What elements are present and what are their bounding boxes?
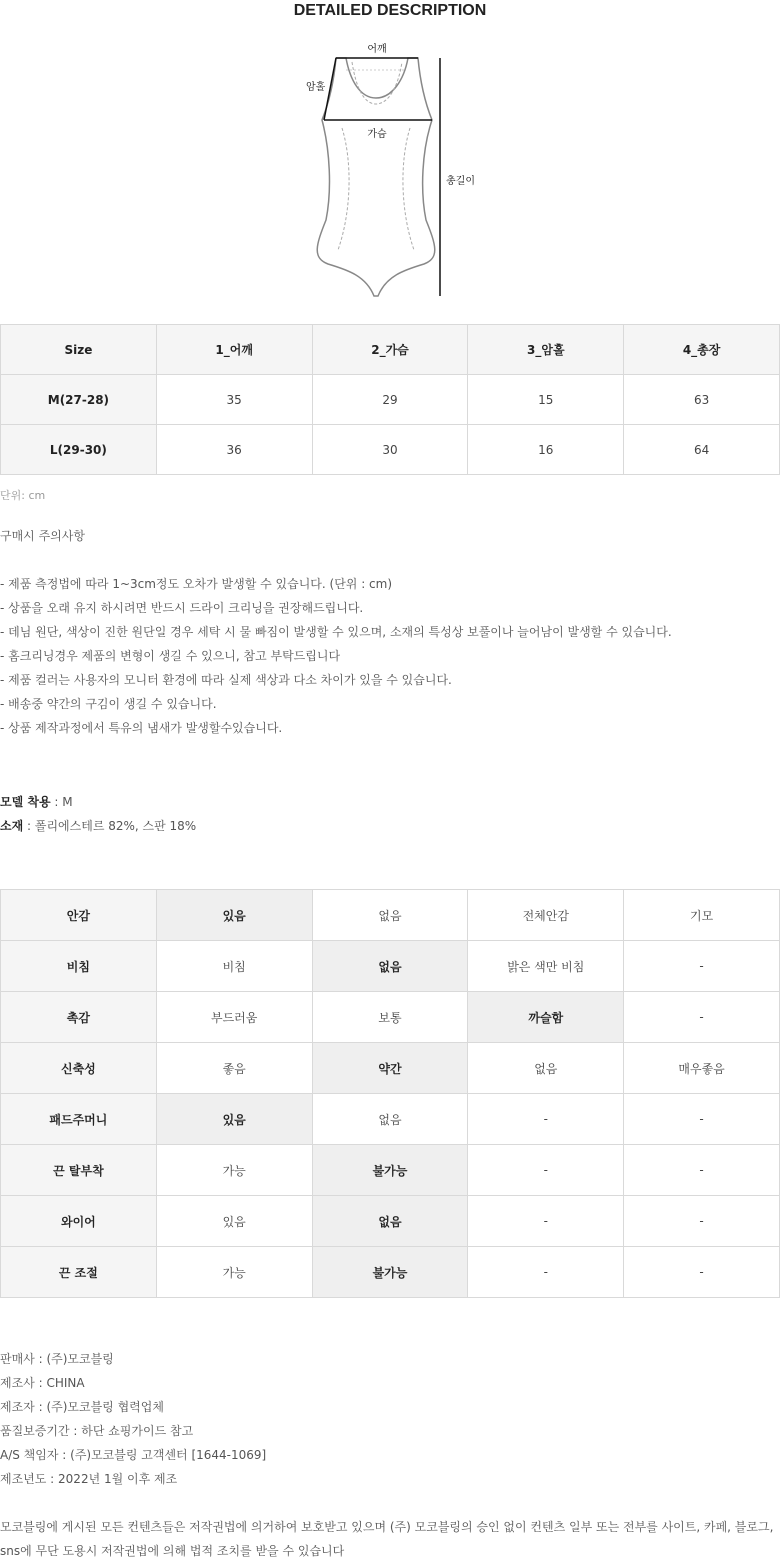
size-table — [0, 324, 780, 475]
fabric-row-label: 끈 탈부착 — [1, 1145, 157, 1196]
fabric-option-selected: 불가능 — [312, 1247, 468, 1298]
fabric-row-label: 끈 조절 — [1, 1247, 157, 1298]
fabric-option: 가능 — [156, 1247, 312, 1298]
fabric-option: - — [468, 1145, 624, 1196]
table-row — [1, 992, 780, 1043]
size-name-cell: L(29-30) — [1, 425, 157, 475]
size-header-cell: 2_가슴 — [312, 325, 468, 375]
fabric-option: - — [468, 1094, 624, 1145]
fabric-option: - — [624, 1094, 780, 1145]
list-item: A/S 책임자 : (주)모코블링 고객센터 [1644-1069] — [0, 1448, 267, 1462]
fabric-option: - — [624, 1145, 780, 1196]
list-item: - 상품 제작과정에서 특유의 냄새가 발생할수있습니다. — [0, 721, 283, 735]
fabric-option-selected: 있음 — [156, 890, 312, 941]
fabric-option: 전체안감 — [468, 890, 624, 941]
page-title: DETAILED DESCRIPTION — [293, 2, 487, 19]
fabric-option: - — [468, 1247, 624, 1298]
size-header-cell: Size — [1, 325, 157, 375]
fabric-option-selected: 있음 — [156, 1094, 312, 1145]
table-row — [1, 1145, 780, 1196]
copyright-notice: 모코블링에 게시된 모든 컨텐츠들은 저작권법에 의거하여 보호받고 있으며 (주) 모코블링의 승인 없이 컨텐츠 일부 또는 전부를 사이트, 카페, 블로그, sns에 무단 도용시 저작권법에 의해 법적 조치를 받을 수 있습니다 — [0, 1520, 774, 1558]
model-size-line — [0, 790, 73, 814]
fabric-option: 부드러움 — [156, 992, 312, 1043]
fabric-option-selected: 불가능 — [312, 1145, 468, 1196]
size-value-cell: 63 — [624, 375, 780, 425]
fabric-option: - — [624, 1247, 780, 1298]
fabric-option: - — [468, 1196, 624, 1247]
fabric-option: 없음 — [312, 890, 468, 941]
fabric-option-selected: 까슬함 — [468, 992, 624, 1043]
fabric-row-label: 패드주머니 — [1, 1094, 157, 1145]
length-label: 총길이 — [446, 176, 475, 187]
size-table-header-row — [1, 325, 780, 375]
fabric-row-label: 촉감 — [1, 992, 157, 1043]
fabric-option-selected: 없음 — [312, 1196, 468, 1247]
table-row — [1, 1196, 780, 1247]
fabric-option: 보통 — [312, 992, 468, 1043]
fabric-option-selected: 없음 — [312, 941, 468, 992]
list-item: - 홈크리닝경우 제품의 변형이 생길 수 있으니, 참고 부탁드립니다 — [0, 649, 341, 663]
material-value: : 폴리에스테르 82%, 스판 18% — [23, 819, 197, 833]
list-item: - 상품을 오래 유지 하시려면 반드시 드라이 크리닝을 권장해드립니다. — [0, 601, 364, 615]
size-value-cell: 30 — [312, 425, 468, 475]
size-value-cell: 16 — [468, 425, 624, 475]
table-row — [1, 425, 780, 475]
model-label: 모델 착용 — [0, 795, 51, 809]
list-item: 판매사 : (주)모코블링 — [0, 1352, 114, 1366]
table-row — [1, 890, 780, 941]
size-value-cell: 64 — [624, 425, 780, 475]
table-row — [1, 1094, 780, 1145]
fabric-row-label: 비침 — [1, 941, 157, 992]
size-header-cell: 3_암홀 — [468, 325, 624, 375]
fabric-option: 좋음 — [156, 1043, 312, 1094]
fabric-row-label: 신축성 — [1, 1043, 157, 1094]
list-item: - 제품 측정법에 따라 1~3cm정도 오차가 발생할 수 있습니다. (단위 : cm) — [0, 577, 393, 591]
size-value-cell: 35 — [156, 375, 312, 425]
armhole-label: 암홀 — [306, 82, 326, 93]
size-header-cell: 4_총장 — [624, 325, 780, 375]
fabric-option: 가능 — [156, 1145, 312, 1196]
fabric-info-table — [0, 889, 780, 1298]
list-item: 제조사 : CHINA — [0, 1376, 85, 1390]
list-item: - 제품 컬러는 사용자의 모니터 환경에 따라 실제 색상과 다소 차이가 있을 수 있습니다. — [0, 673, 452, 687]
fabric-option: 없음 — [468, 1043, 624, 1094]
model-value: : M — [50, 795, 73, 809]
list-item: 제조년도 : 2022년 1월 이후 제조 — [0, 1472, 178, 1486]
fabric-option: - — [624, 941, 780, 992]
fabric-option: 비침 — [156, 941, 312, 992]
size-value-cell: 15 — [468, 375, 624, 425]
fabric-option: 있음 — [156, 1196, 312, 1247]
list-item: - 배송중 약간의 구김이 생길 수 있습니다. — [0, 697, 217, 711]
table-row — [1, 941, 780, 992]
material-label: 소재 — [0, 819, 24, 833]
fabric-option-selected: 약간 — [312, 1043, 468, 1094]
fabric-option: 밝은 색만 비침 — [468, 941, 624, 992]
fabric-row-label: 안감 — [1, 890, 157, 941]
fabric-option: - — [624, 992, 780, 1043]
unit-note: 단위: cm — [0, 489, 46, 502]
size-header-cell: 1_어깨 — [156, 325, 312, 375]
shoulder-label: 어깨 — [367, 44, 387, 55]
fabric-option: 매우좋음 — [624, 1043, 780, 1094]
product-info-list — [0, 1347, 266, 1491]
material-line — [0, 814, 196, 838]
list-item: 품질보증기간 : 하단 쇼핑가이드 참고 — [0, 1424, 194, 1438]
table-row — [1, 375, 780, 425]
list-item: 제조자 : (주)모코블링 협력업체 — [0, 1400, 164, 1414]
fabric-row-label: 와이어 — [1, 1196, 157, 1247]
caution-list — [0, 572, 672, 740]
swimsuit-measurement-diagram — [0, 36, 780, 302]
list-item: - 데님 원단, 색상이 진한 원단일 경우 세탁 시 물 빠짐이 발생할 수 있으며, 소재의 특성상 보풀이나 늘어남이 발생할 수 있습니다. — [0, 625, 672, 639]
size-name-cell: M(27-28) — [1, 375, 157, 425]
fabric-option: - — [624, 1196, 780, 1247]
fabric-option: 기모 — [624, 890, 780, 941]
table-row — [1, 1247, 780, 1298]
chest-label: 가슴 — [367, 129, 387, 140]
fabric-option: 없음 — [312, 1094, 468, 1145]
size-value-cell: 36 — [156, 425, 312, 475]
caution-title: 구매시 주의사항 — [0, 529, 85, 543]
table-row — [1, 1043, 780, 1094]
size-value-cell: 29 — [312, 375, 468, 425]
swimsuit-outline — [317, 58, 435, 296]
